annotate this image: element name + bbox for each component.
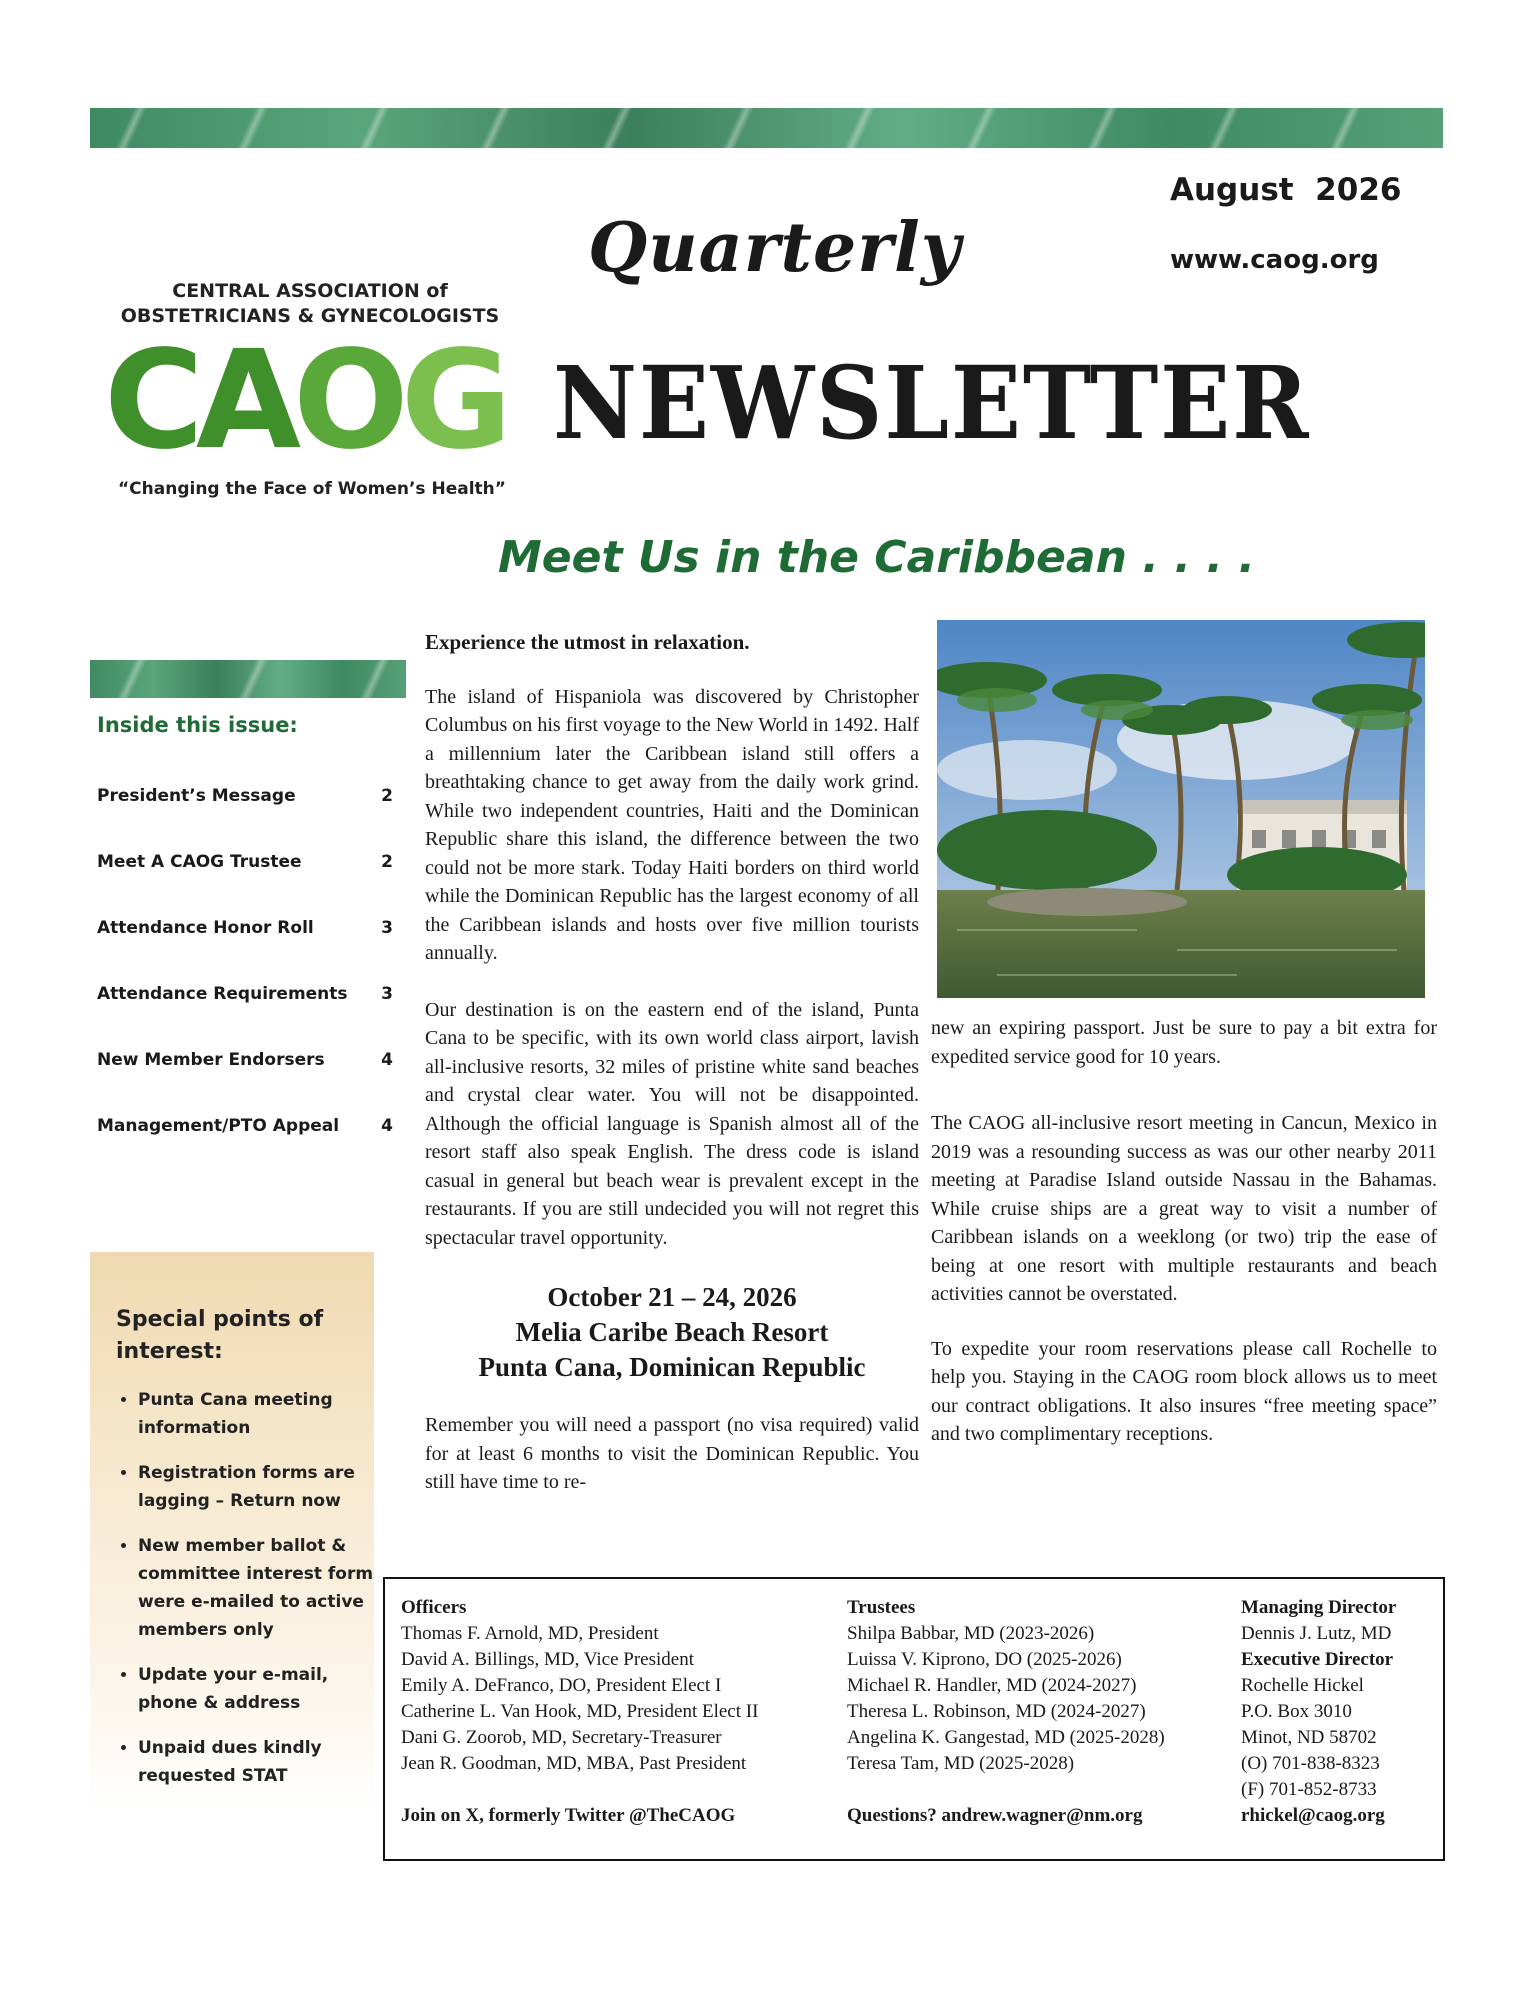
- logo-wordmark: [104, 322, 505, 480]
- toc-item-title: Meet A CAOG Trustee: [97, 852, 302, 872]
- social-link[interactable]: Join on X, formerly Twitter @TheCAOG: [401, 1805, 736, 1826]
- event-dates: October 21 – 24, 2026: [547, 1282, 797, 1312]
- toc-item-page: 3: [381, 984, 393, 1004]
- trustee-line: Teresa Tam, MD (2025-2028): [847, 1753, 1075, 1774]
- main-headline: Meet Us in the Caribbean . . . .: [498, 532, 1256, 583]
- toc-item-page: 2: [381, 786, 393, 806]
- logo-letter-o: O: [293, 322, 401, 480]
- toc-item-title: Attendance Honor Roll: [97, 918, 314, 938]
- toc-item-page: 3: [381, 918, 393, 938]
- trustee-line: Angelina K. Gangestad, MD (2025-2028): [847, 1727, 1165, 1748]
- special-points-list: [116, 1386, 374, 1790]
- special-point: • New member ballot & committee interest form were e-mailed to active members only: [138, 1532, 374, 1644]
- toc-item[interactable]: [97, 918, 393, 938]
- toc-item-page: 4: [381, 1116, 393, 1136]
- issue-date: August 2026: [1170, 172, 1402, 208]
- event-location: Punta Cana, Dominican Republic: [478, 1352, 866, 1382]
- inside-issue-title: Inside this issue:: [97, 713, 298, 737]
- special-point: • Unpaid dues kindly requested STAT: [138, 1734, 374, 1790]
- questions-contact[interactable]: Questions? andrew.wagner@nm.org: [847, 1805, 1143, 1826]
- toc-item-page: 2: [381, 852, 393, 872]
- special-point: • Update your e-mail, phone & address: [138, 1661, 374, 1717]
- toc-item-page: 4: [381, 1050, 393, 1070]
- resort-photo-image: [937, 620, 1425, 998]
- logo-tagline: “Changing the Face of Women’s Health”: [118, 479, 506, 499]
- toc-item-title: Attendance Requirements: [97, 984, 348, 1004]
- trustee-line: Michael R. Handler, MD (2024-2027): [847, 1675, 1137, 1696]
- officers-title: Officers: [401, 1597, 467, 1618]
- officer-line: Emily A. DeFranco, DO, President Elect I: [401, 1675, 722, 1696]
- newsletter-title: NEWSLETTER: [553, 344, 1311, 462]
- managing-director-title: Managing Director: [1241, 1597, 1397, 1618]
- officer-line: Catherine L. Van Hook, MD, President Elect II: [401, 1701, 759, 1722]
- logo-letter-g: G: [400, 322, 505, 480]
- toc-item[interactable]: [97, 852, 393, 872]
- trustees-column: [847, 1595, 1165, 1829]
- toc-item[interactable]: [97, 786, 393, 806]
- toc-item-title: President’s Message: [97, 786, 296, 806]
- article-lead: Experience the utmost in relaxation.: [425, 630, 750, 654]
- article-paragraph: To expedite your room reservations please call Rochelle to help you. Staying in the CAOG room block allows us to meet our contract obligations. It also insures “free meeting space” and two complimentary receptions.: [931, 1337, 1437, 1445]
- email-link[interactable]: rhickel@caog.org: [1241, 1805, 1385, 1826]
- article-paragraph: The island of Hispaniola was discovered by Christopher Columbus on his first voyage to the New World in 1492. Half a millennium later the Caribbean island still offers a breathtaking chance to get away from the daily work grind. While two independent countries, Haiti and the Dominican Republic share this island, the difference between the two could not be more stark. Today Haiti borders on third world while the Dominican Republic has the largest economy of all the Caribbean islands and hosts over five million tourists annually.: [425, 685, 919, 964]
- special-points-title: Special points of interest:: [116, 1307, 324, 1364]
- directors-column: [1241, 1595, 1396, 1829]
- logo-line-2: OBSTETRICIANS & GYNECOLOGISTS: [120, 305, 500, 327]
- officer-line: Thomas F. Arnold, MD, President: [401, 1623, 659, 1644]
- website-url: www.caog.org: [1170, 245, 1379, 275]
- article-paragraph: Remember you will need a passport (no visa required) valid for at least 6 months to visit the Dominican Republic. You still have time to re-: [425, 1414, 919, 1493]
- article-column-1: [425, 628, 919, 1497]
- managing-director-name: Dennis J. Lutz, MD: [1241, 1623, 1392, 1644]
- executive-line: Rochelle Hickel: [1241, 1675, 1364, 1696]
- header-marble-bar: [90, 108, 1443, 148]
- executive-line: Minot, ND 58702: [1241, 1727, 1377, 1748]
- resort-photo: [937, 620, 1425, 998]
- trustee-line: Shilpa Babbar, MD (2023-2026): [847, 1623, 1095, 1644]
- contacts-box: [383, 1577, 1445, 1861]
- toc-item[interactable]: [97, 984, 393, 1004]
- officer-line: Dani G. Zoorob, MD, Secretary-Treasurer: [401, 1727, 722, 1748]
- trustees-title: Trustees: [847, 1597, 916, 1618]
- logo-letter-a: A: [195, 322, 294, 480]
- special-points-box: [90, 1252, 374, 1812]
- special-point: • Registration forms are lagging – Return now: [138, 1459, 374, 1515]
- toc-item[interactable]: [97, 1116, 393, 1136]
- toc-item-title: New Member Endorsers: [97, 1050, 325, 1070]
- event-info: [425, 1280, 919, 1385]
- logo-line-1: CENTRAL ASSOCIATION of: [172, 280, 448, 302]
- event-venue: Melia Caribe Beach Resort: [515, 1317, 829, 1347]
- executive-line: (F) 701-852-8733: [1241, 1779, 1377, 1800]
- sidebar-marble-bar: [90, 660, 406, 698]
- executive-line: P.O. Box 3010: [1241, 1701, 1352, 1722]
- officer-line: Jean R. Goodman, MD, MBA, Past President: [401, 1753, 747, 1774]
- trustee-line: Luissa V. Kiprono, DO (2025-2026): [847, 1649, 1122, 1670]
- article-paragraph: Our destination is on the eastern end of the island, Punta Cana to be specific, with its own world class airport, lavish all-inclusive resorts, 32 miles of pristine white sand beaches and crystal clear water. You will not be disappointed. Although the official language is Spanish almost all of the resort staff also speak English. The dress code is island casual in general but beach wear is prevalent except in the restaurants. If you are still undecided you will not regret this spectacular travel opportunity.: [425, 998, 919, 1249]
- article-column-2: [931, 1014, 1437, 1449]
- article-paragraph: new an expiring passport. Just be sure to pay a bit extra for expedited service good for 10 years.: [931, 1017, 1437, 1068]
- officer-line: David A. Billings, MD, Vice President: [401, 1649, 694, 1670]
- logo-letter-c: C: [104, 322, 196, 480]
- quarterly-title: Quarterly: [588, 208, 962, 288]
- executive-director-title: Executive Director: [1241, 1649, 1394, 1670]
- special-point: • Punta Cana meeting information: [138, 1386, 374, 1442]
- trustee-line: Theresa L. Robinson, MD (2024-2027): [847, 1701, 1146, 1722]
- article-paragraph: The CAOG all-inclusive resort meeting in Cancun, Mexico in 2019 was a resounding success as was our other nearby 2011 meeting at Paradise Island outside Nassau in the Bahamas. While cruise ships are a great way to visit a number of Caribbean islands on a weeklong (or two) trip the ease of being at one resort with multiple restaurants and beach activities cannot be overstated.: [931, 1112, 1437, 1305]
- caog-logo: [100, 275, 520, 505]
- toc-item-title: Management/PTO Appeal: [97, 1116, 340, 1136]
- officers-column: [401, 1595, 758, 1829]
- toc-item[interactable]: [97, 1050, 393, 1070]
- executive-line: (O) 701-838-8323: [1241, 1753, 1380, 1774]
